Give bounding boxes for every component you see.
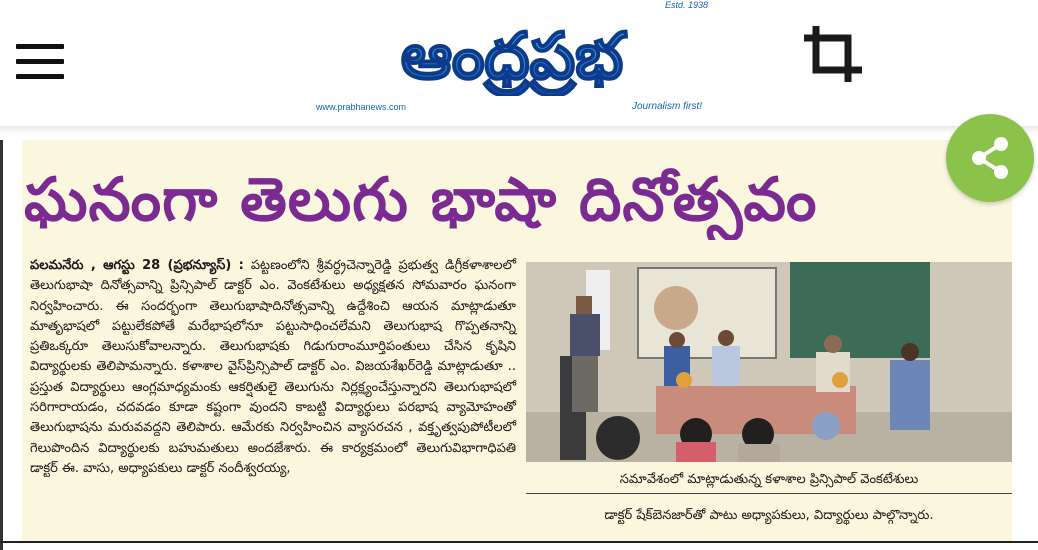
crop-icon[interactable] [800, 22, 866, 86]
article-body [30, 256, 516, 479]
app-header [0, 0, 1038, 126]
photo-caption: సమావేశంలో మాట్లాడుతున్న కళాశాల ప్రిన్సిపాల్ వెంకటేశులు [526, 466, 1012, 494]
logo-tagline: Journalism first! [631, 101, 702, 112]
article-continuation: డాక్టర్ షేక్‌బెనజార్‌తో పాటు అధ్యాపకులు, విద్యార్థులు పాల్గొన్నారు. [604, 508, 934, 523]
article-photo [526, 262, 1012, 462]
clipping-bottom-rule [0, 541, 1038, 543]
article-body-text: పట్టణంలోని శ్రీవర్ధ్రచెన్నారెడ్డి ప్రభుత్వ డిగ్రీకళాశాలలో తెలుగుభాషా దినోత్సవాన్ని ప్రిన్సిపాల్ డాక్టర్ ఎం. వెంకటేశులు అధ్యక్షతన సోమవారం ఘనంగా నిర్వహించారు. ఈ సందర్భంగా తెలుగుభాషాదినోత్సవాన్ని ఉద్దేశించి ఆయన మాట్లాడుతూ మాతృభాషలో పట్టులేకపోతే మరేభాషలోనూ పట్టుసాధించలేమని తెలుగుభాష గొప్పతనాన్ని ప్రతిఒక్కరూ తెలుసుకోవాలన్నారు. తెలుగుభాషకు గిడుగురాంమూర్తిపంతులు చేసిన కృషిని విద్యార్థులకు తెలిపామన్నారు. కళాశాల వైస్‌ప్రిన్సిపాల్ డాక్టర్ ఎం. విజయశేఖర్‌రెడ్డి మాట్లాడుతూ .. ప్రస్తుత విద్యార్థులు ఆంగ్లమాధ్యమంకు ఆకర్షితులై తెలుగును నిర్లక్ష్యంచేస్తున్నారని తెలుగుభాషలో సరిగారాయడం, చదవడం కూడా కష్టంగా వుందని కాబట్టి విద్యార్థులు పరభాష వ్యామోహంతో తెలుగుభాషను మరువవద్దని తెలిపారు. ఆమేరకు నిర్వహించిన వ్యాసరచన , వక్తృత్వపుపోటీలలో గెలుపొందిన విద్యార్థులకు బహుమతులు అందజేశారు. ఈ కార్యక్రమంలో తెలుగువిభాగాధిపతి డాక్టర్ ఈ. వాసు, అధ్యాపకులు డాక్టర్ నందీశ్వరయ్య, [30, 258, 517, 476]
article-dateline: పలమనేరు , ఆగస్టు 28 (ప్రభన్యూస్) : [30, 258, 244, 273]
header-shadow [0, 126, 1038, 134]
svg-text:ఆంధ్రప్రభ: ఆంధ్రప్రభ [400, 20, 624, 94]
hamburger-menu-icon[interactable] [16, 44, 66, 82]
share-icon [969, 136, 1011, 180]
logo-estd-text: Estd. 1938 [664, 0, 708, 10]
article-headline: ఘనంగా తెలుగు భాషా దినోత్సవం [24, 165, 818, 235]
logo-wordmark [312, 12, 712, 96]
newspaper-logo[interactable] [312, 0, 712, 118]
share-button[interactable] [946, 114, 1034, 202]
clipping-left-rule [0, 140, 3, 550]
logo-url-text: www.prabhanews.com [316, 102, 407, 112]
